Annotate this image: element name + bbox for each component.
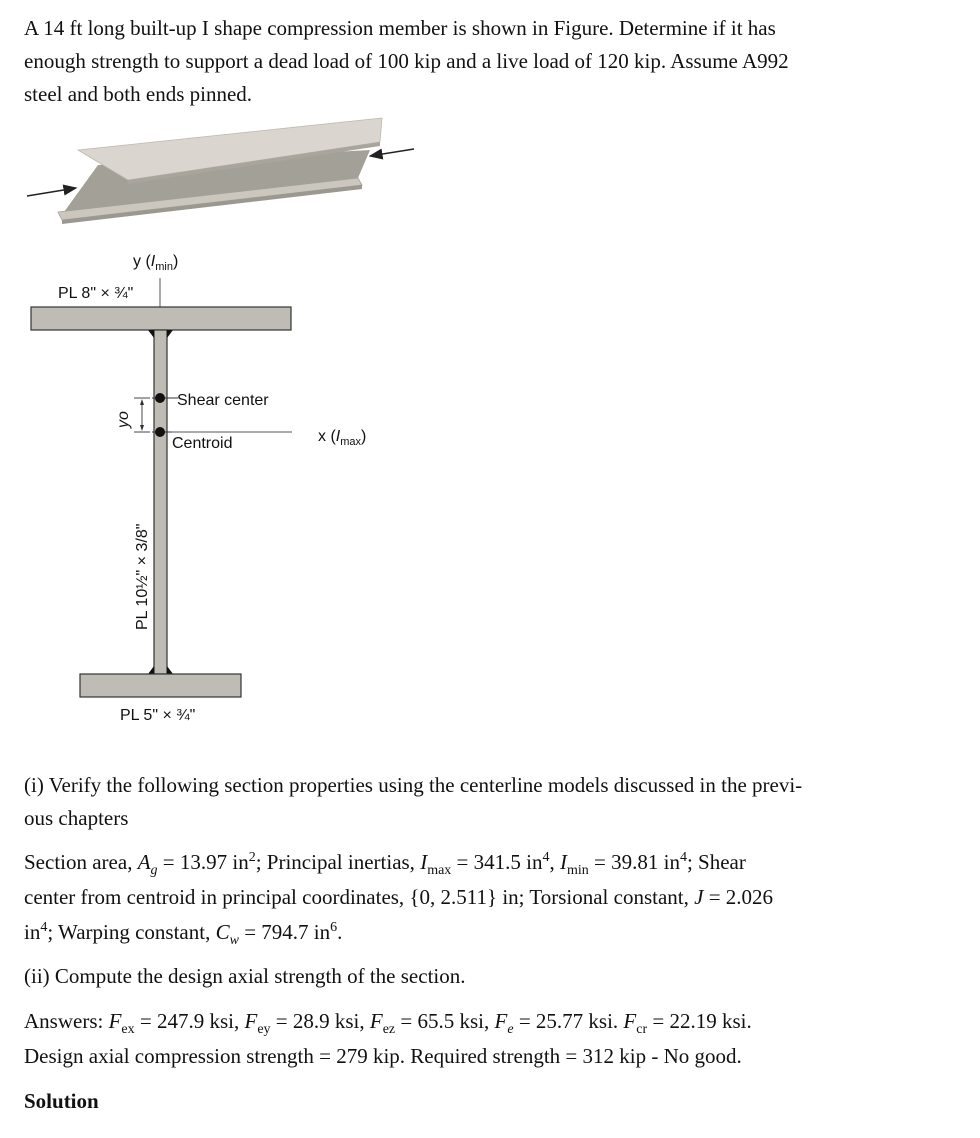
problem-line-3: steel and both ends pinned. bbox=[24, 82, 253, 106]
web-label: PL 10½" × 3/8" bbox=[134, 523, 151, 630]
answers bbox=[24, 1004, 944, 1074]
part-1-line-1: (i) Verify the following section properties using the centerline models discussed in the previ- bbox=[24, 773, 803, 797]
x-axis-label: x $(I_{max})$ bbox=[318, 428, 367, 448]
answers-line-2: Design axial compression strength = 279 kip. Required strength = 312 kip - No good. bbox=[24, 1044, 742, 1068]
properties-line-2: center from centroid in principal coordinates, {0, 2.511} in; Torsional constant, J = 2.026 bbox=[24, 885, 774, 909]
yo-label: yo bbox=[115, 411, 132, 428]
answers-line-1: Answers: $F_{ex} = 247.9$ ksi, $F_{ey} = 28.9$ ksi, $F_{ez} = 65.5$ ksi, $F_e = 25.77$ ksi. $F_{cr} = 22.19$ ksi. bbox=[24, 1009, 752, 1038]
problem-line-1: A 14 ft long built-up I shape compression member is shown in Figure. Determine if it has bbox=[24, 16, 776, 40]
top-flange-plate bbox=[31, 307, 291, 330]
weld-top-right bbox=[167, 330, 173, 338]
centroid-point bbox=[155, 427, 165, 437]
isometric-beam bbox=[27, 118, 414, 224]
right-load-arrow bbox=[370, 149, 414, 156]
weld-top-left bbox=[148, 330, 154, 338]
bottom-flange-label: PL 5" × ¾" bbox=[120, 707, 196, 724]
yo-dimension bbox=[134, 398, 150, 432]
shear-center-label: Shear center bbox=[177, 392, 269, 409]
properties-line-1: Section area, $A_g = 13.97$ $in^2$; Principal inertias, $I_{max} = 341.5$ $in^4$, $I_{min} = 39.81$ $in^4$; Shear bbox=[24, 850, 746, 879]
part-1-statement bbox=[24, 769, 944, 835]
bottom-flange-plate bbox=[80, 674, 241, 697]
web-plate bbox=[154, 330, 167, 674]
solution-heading: Solution bbox=[24, 1089, 99, 1113]
top-flange-label: PL 8" × ¾" bbox=[58, 285, 134, 302]
part-1-line-2: ous chapters bbox=[24, 806, 129, 830]
y-axis-label: y $(I_{min})$ bbox=[133, 253, 179, 273]
weld-bottom-right bbox=[167, 666, 173, 674]
cross-section bbox=[31, 253, 366, 724]
weld-bottom-left bbox=[148, 666, 154, 674]
section-properties bbox=[24, 845, 944, 950]
problem-line-2: enough strength to support a dead load of 100 kip and a live load of 120 kip. Assume A992 bbox=[24, 49, 789, 73]
shear-center-point bbox=[155, 393, 165, 403]
properties-line-3: $in^4$; Warping constant, $C_w = 794.7$ $in^6$. bbox=[24, 920, 343, 949]
left-load-arrow bbox=[27, 188, 76, 196]
centroid-label: Centroid bbox=[172, 435, 233, 452]
part-2-line: (ii) Compute the design axial strength of the section. bbox=[24, 964, 466, 988]
part-2-statement bbox=[24, 960, 944, 993]
